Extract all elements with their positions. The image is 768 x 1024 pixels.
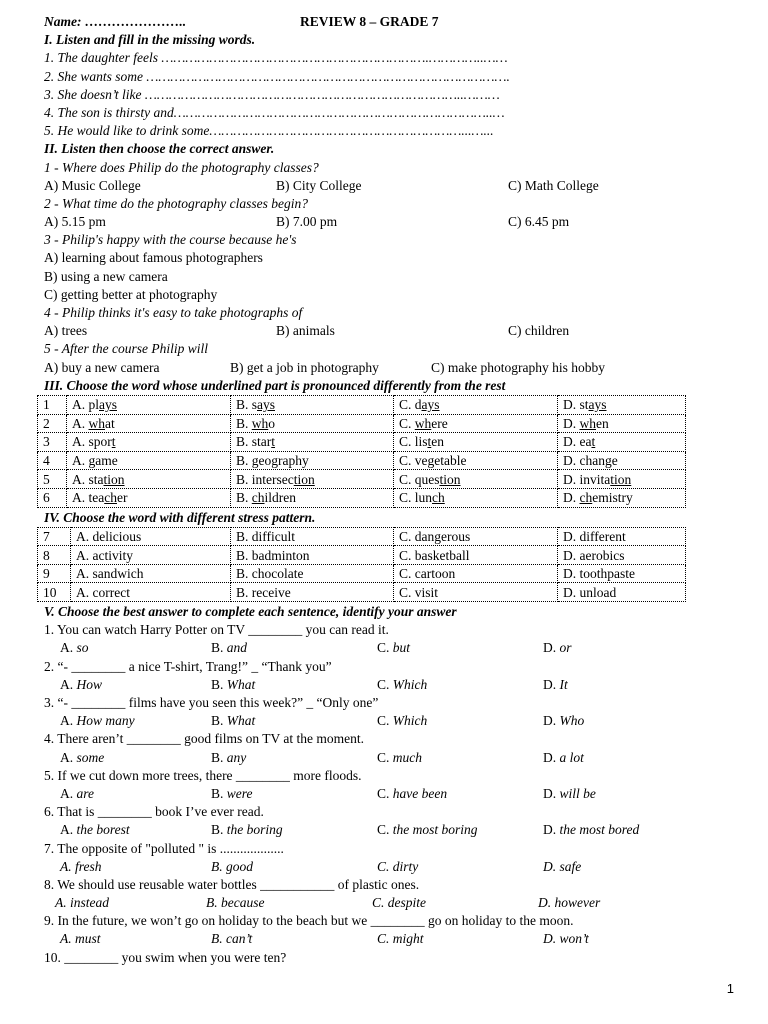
option-a xyxy=(44,785,211,803)
option-c xyxy=(377,821,543,839)
answer-row xyxy=(44,322,694,340)
row-number: 8 xyxy=(38,546,71,565)
stress-table xyxy=(37,527,686,602)
option-letter: B. can’t xyxy=(211,931,253,947)
option-letter: D. however xyxy=(538,895,601,911)
underlined-part: t xyxy=(591,434,596,450)
word-part: C. ques xyxy=(399,471,440,487)
option-c: C) children xyxy=(508,323,570,339)
option-letter: C. xyxy=(377,785,393,801)
option-d xyxy=(543,785,596,803)
question-text: 3 - Philip's happy with the course because he's xyxy=(44,232,297,248)
word-part: ildren xyxy=(264,490,297,506)
word-option: B. badminton xyxy=(231,546,394,565)
word-part: D. xyxy=(563,415,580,431)
row-number: 9 xyxy=(38,564,71,583)
question-text: 2 - What time do the photography classes begin? xyxy=(44,195,308,211)
answer-row xyxy=(44,213,694,231)
option-letter: D. xyxy=(543,822,560,838)
fill-in-item: 2. She wants some ………………………………………………………………………………. xyxy=(44,68,510,84)
fill-in-item: 5. He would like to drink some………………………………………………………...…... xyxy=(44,123,494,139)
word-part: emistry xyxy=(592,490,633,506)
worksheet xyxy=(44,13,694,967)
option-a: A) 5.15 pm xyxy=(44,214,106,230)
option-a xyxy=(44,858,211,876)
word-option xyxy=(394,433,558,452)
option-text: Which xyxy=(392,676,428,692)
word-option: B. chocolate xyxy=(231,564,394,583)
word-option xyxy=(558,488,686,507)
option-text: and xyxy=(226,640,248,656)
underlined-part: tion xyxy=(439,471,461,487)
word-part: C. d xyxy=(399,397,422,413)
word-option xyxy=(558,470,686,489)
option-letter: D. won’t xyxy=(543,931,589,947)
word-part: D. xyxy=(563,490,580,506)
option-d xyxy=(543,821,639,839)
section-4-heading: IV. Choose the word with different stress pattern. xyxy=(44,509,316,525)
question-text: 1. You can watch Harry Potter on TV ________ you can read it. xyxy=(44,622,389,638)
word-option xyxy=(394,395,558,414)
word-part: en xyxy=(596,415,609,431)
fill-in-item: 3. She doesn’t like ……………………………………………………………………..……… xyxy=(44,86,500,102)
answer-row xyxy=(44,676,694,694)
underlined-part: g xyxy=(251,453,259,469)
section-2-heading: II. Listen then choose the correct answer. xyxy=(44,141,275,157)
option-b xyxy=(211,712,377,730)
word-part: e xyxy=(611,453,618,469)
word-option: C. dangerous xyxy=(394,527,558,546)
option-text: much xyxy=(392,749,423,765)
table-row xyxy=(38,583,686,602)
word-option xyxy=(231,395,394,414)
word-option: A. sandwich xyxy=(71,564,231,583)
option-text: were xyxy=(226,785,253,801)
word-part: C. lun xyxy=(399,490,433,506)
answer-row xyxy=(44,858,694,876)
option-d xyxy=(543,858,581,876)
option-text: How xyxy=(76,676,103,692)
option-a xyxy=(44,712,211,730)
option-letter: C. dirty xyxy=(377,858,419,874)
underlined-part: t xyxy=(427,434,432,450)
option-text: the borest xyxy=(76,822,130,838)
word-option xyxy=(231,488,394,507)
option-text: will be xyxy=(559,785,596,801)
table-row xyxy=(38,488,686,507)
underlined-part: wh xyxy=(251,415,269,431)
word-part: A. spor xyxy=(72,434,112,450)
option-text: Who xyxy=(559,713,585,729)
option-letter: A. must xyxy=(60,931,101,947)
word-option xyxy=(558,414,686,433)
section-2-questions xyxy=(44,159,694,377)
option-c xyxy=(377,676,543,694)
table-row xyxy=(38,433,686,452)
word-part: B. xyxy=(236,415,252,431)
row-number: 5 xyxy=(38,470,67,489)
answer-row xyxy=(44,785,694,803)
word-part: A. xyxy=(72,415,89,431)
question-text: 3. “- ________ films have you seen this week?” _ “Only one” xyxy=(44,695,379,710)
option-a xyxy=(44,894,206,912)
option-b: B) 7.00 pm xyxy=(276,214,338,230)
option-d xyxy=(543,639,572,657)
word-part: eography xyxy=(258,453,309,469)
table-row xyxy=(38,546,686,565)
option-b xyxy=(211,821,377,839)
question-text: 6. That is ________ book I’ve ever read. xyxy=(44,804,264,820)
word-option xyxy=(67,488,231,507)
word-option: A. activity xyxy=(71,546,231,565)
option-c xyxy=(377,712,543,730)
table-row xyxy=(38,414,686,433)
word-part: B. xyxy=(236,453,252,469)
answer-row xyxy=(44,749,694,767)
option-text: or xyxy=(559,640,572,656)
option-letter: B. xyxy=(211,822,227,838)
option-d xyxy=(543,749,584,767)
option-text: some xyxy=(76,749,105,765)
option-c xyxy=(377,785,543,803)
row-number: 6 xyxy=(38,488,67,507)
option-text: How many xyxy=(76,713,135,729)
option-c xyxy=(377,749,543,767)
answer-row xyxy=(44,639,694,657)
option-text: so xyxy=(76,640,89,656)
question-text: 5 - After the course Philip will xyxy=(44,341,208,357)
word-option xyxy=(558,433,686,452)
word-part: ame xyxy=(95,453,118,469)
option-d xyxy=(543,676,568,694)
option-b: B) animals xyxy=(276,323,335,339)
option-letter: D. xyxy=(543,749,560,765)
option-text: any xyxy=(226,749,247,765)
option-letter: D. xyxy=(543,640,560,656)
row-number: 4 xyxy=(38,451,67,470)
underlined-part: wh xyxy=(88,415,105,431)
question-text: 4. There aren’t ________ good films on TV at the moment. xyxy=(44,731,364,747)
section-1-list xyxy=(44,49,694,140)
word-part: o xyxy=(268,415,276,431)
section-3-heading: III. Choose the word whose underlined part is pronounced differently from the rest xyxy=(44,377,506,393)
name-label: Name: ………………….. xyxy=(44,14,187,29)
table-row xyxy=(38,470,686,489)
option-letter: C. xyxy=(377,749,393,765)
word-part: D. ea xyxy=(563,434,592,450)
underlined-part: ch xyxy=(432,490,445,506)
table-row xyxy=(38,527,686,546)
word-part: A. pl xyxy=(72,397,99,413)
question-text: 10. ________ you swim when you were ten? xyxy=(44,949,287,965)
row-number: 2 xyxy=(38,414,67,433)
underlined-part: ays xyxy=(257,397,276,413)
question-text: 2. “- ________ a nice T-shirt, Trang!” _ “Thank you” xyxy=(44,658,332,674)
option-text: are xyxy=(76,785,94,801)
option-a: A) Music College xyxy=(44,177,141,193)
word-option: C. basketball xyxy=(394,546,558,565)
worksheet-title: REVIEW 8 – GRADE 7 xyxy=(300,14,439,29)
word-option xyxy=(231,470,394,489)
word-option xyxy=(394,488,558,507)
option-a xyxy=(44,821,211,839)
option-b xyxy=(211,785,377,803)
question-text: 1 - Where does Philip do the photography classes? xyxy=(44,159,319,175)
page-number: 1 xyxy=(726,981,734,996)
option-d xyxy=(543,712,584,730)
underlined-part: g xyxy=(427,453,435,469)
option-c xyxy=(377,639,543,657)
option-text: but xyxy=(392,640,411,656)
answer-row xyxy=(44,712,694,730)
section-5-heading: V. Choose the best answer to complete each sentence, identify your answer xyxy=(44,604,457,620)
underlined-part: ch xyxy=(104,490,117,506)
option-text: have been xyxy=(392,785,448,801)
underlined-part: tion xyxy=(610,471,632,487)
word-option: A. delicious xyxy=(71,527,231,546)
option-letter: A. xyxy=(60,713,77,729)
row-number: 3 xyxy=(38,433,67,452)
row-number: 1 xyxy=(38,395,67,414)
underlined-part: wh xyxy=(579,415,596,431)
word-part: er xyxy=(116,490,128,506)
question-text: 7. The opposite of "polluted " is ................... xyxy=(44,840,284,856)
word-option: C. visit xyxy=(394,583,558,602)
option-letter: B. xyxy=(211,785,227,801)
option-a xyxy=(44,639,211,657)
underlined-part: ays xyxy=(421,397,440,413)
word-part: A. xyxy=(72,453,89,469)
word-part: at xyxy=(105,415,115,431)
option-b: B) get a job in photography xyxy=(230,359,379,375)
question-text: 4 - Philip thinks it's easy to take photographs of xyxy=(44,305,303,320)
question-text: 5. If we cut down more trees, there ________ more floods. xyxy=(44,767,362,783)
option-letter: A. xyxy=(60,822,77,838)
underlined-part: wh xyxy=(414,415,432,431)
option-text: the boring xyxy=(226,822,283,838)
option-b: B) City College xyxy=(276,177,362,193)
underlined-part: t xyxy=(271,434,276,450)
option-b xyxy=(211,930,377,948)
option-c xyxy=(377,858,543,876)
word-option xyxy=(67,451,231,470)
word-part: C. xyxy=(399,415,415,431)
option-text: What xyxy=(226,713,256,729)
option-c: C) make photography his hobby xyxy=(431,359,605,375)
option-d xyxy=(543,930,589,948)
underlined-part: t xyxy=(111,434,116,450)
answer-row xyxy=(44,821,694,839)
word-option: B. receive xyxy=(231,583,394,602)
option-a: A) buy a new camera xyxy=(44,359,160,375)
pronunciation-table xyxy=(37,395,686,508)
word-part: en xyxy=(431,434,445,450)
word-part: ere xyxy=(431,415,448,431)
word-option xyxy=(231,451,394,470)
underlined-part: ays xyxy=(588,397,607,413)
option-c: C) getting better at photography xyxy=(44,286,218,302)
word-option: D. toothpaste xyxy=(558,564,686,583)
option-text: What xyxy=(226,676,256,692)
option-letter: B. xyxy=(211,640,227,656)
word-option xyxy=(231,414,394,433)
word-part: B. xyxy=(236,490,252,506)
answer-row xyxy=(44,177,694,195)
underlined-part: ays xyxy=(99,397,117,413)
option-letter: C. xyxy=(377,676,393,692)
underlined-part: ch xyxy=(579,490,593,506)
word-part: B. intersec xyxy=(236,471,294,487)
answer-row xyxy=(44,930,694,948)
option-text: a lot xyxy=(559,749,584,765)
underlined-part: g xyxy=(88,453,96,469)
question-text: 9. In the future, we won’t go on holiday to the beach but we ________ go on holiday to the moon. xyxy=(44,913,574,929)
option-letter: A. xyxy=(60,676,77,692)
option-letter: C. despite xyxy=(372,895,426,911)
word-option xyxy=(67,395,231,414)
word-option: B. difficult xyxy=(231,527,394,546)
answer-row xyxy=(44,894,694,912)
option-d xyxy=(538,894,600,912)
option-letter: A. xyxy=(60,749,77,765)
fill-in-item: 4. The son is thirsty and……………………………………………………………………..… xyxy=(44,104,505,120)
option-text: the most bored xyxy=(559,822,640,838)
option-letter: C. xyxy=(377,640,393,656)
table-row xyxy=(38,564,686,583)
option-b: B) using a new camera xyxy=(44,268,168,284)
option-text: Which xyxy=(392,713,428,729)
option-letter: A. instead xyxy=(55,895,109,911)
option-text: the most boring xyxy=(392,822,478,838)
underlined-part: ch xyxy=(251,490,265,506)
option-letter: D. xyxy=(543,785,560,801)
row-number: 7 xyxy=(38,527,71,546)
word-part: D. invita xyxy=(563,471,611,487)
option-letter: A. xyxy=(60,640,77,656)
underlined-part: tion xyxy=(293,471,315,487)
word-option xyxy=(394,470,558,489)
row-number: 10 xyxy=(38,583,71,602)
word-option: D. different xyxy=(558,527,686,546)
option-c: C) 6.45 pm xyxy=(508,214,570,230)
word-option xyxy=(394,414,558,433)
option-letter: D. xyxy=(543,676,560,692)
section-5-list xyxy=(44,621,694,967)
option-letter: D. safe xyxy=(543,858,582,874)
option-text: It xyxy=(559,676,568,692)
word-part: C. ve xyxy=(399,453,428,469)
word-option xyxy=(558,451,686,470)
option-letter: C. xyxy=(377,822,393,838)
question-text: 8. We should use reusable water bottles ___________ of plastic ones. xyxy=(44,876,420,892)
word-part: etable xyxy=(434,453,467,469)
option-b xyxy=(211,639,377,657)
option-letter: B. xyxy=(211,713,227,729)
word-part: C. lis xyxy=(399,434,428,450)
option-c xyxy=(372,894,538,912)
option-letter: A. fresh xyxy=(60,858,102,874)
option-letter: B. because xyxy=(206,895,265,911)
option-a: A) trees xyxy=(44,323,88,339)
word-part: D. chan xyxy=(563,453,605,469)
word-option: D. aerobics xyxy=(558,546,686,565)
word-option xyxy=(558,395,686,414)
word-option xyxy=(394,451,558,470)
option-b xyxy=(211,858,377,876)
table-row xyxy=(38,451,686,470)
word-part: A. tea xyxy=(72,490,105,506)
word-option: D. unload xyxy=(558,583,686,602)
option-letter: D. xyxy=(543,713,560,729)
option-b xyxy=(211,749,377,767)
underlined-part: tion xyxy=(103,471,125,487)
word-option xyxy=(67,414,231,433)
word-option: C. cartoon xyxy=(394,564,558,583)
option-letter: B. good xyxy=(211,858,253,874)
option-a: A) learning about famous photographers xyxy=(44,250,263,266)
option-letter: A. xyxy=(60,785,77,801)
word-part: D. st xyxy=(563,397,589,413)
option-b xyxy=(211,676,377,694)
word-option xyxy=(67,433,231,452)
word-part: B. s xyxy=(236,397,258,413)
option-a xyxy=(44,930,211,948)
word-option xyxy=(67,470,231,489)
option-letter: B. xyxy=(211,749,227,765)
option-c xyxy=(377,930,543,948)
option-a xyxy=(44,749,211,767)
answer-row xyxy=(44,359,694,377)
option-letter: B. xyxy=(211,676,227,692)
word-option: A. correct xyxy=(71,583,231,602)
word-option xyxy=(231,433,394,452)
option-c: C) Math College xyxy=(508,177,599,193)
table-row xyxy=(38,395,686,414)
header xyxy=(44,13,694,31)
option-b xyxy=(206,894,372,912)
word-part: A. sta xyxy=(72,471,104,487)
underlined-part: g xyxy=(604,453,612,469)
option-a xyxy=(44,676,211,694)
option-letter: C. xyxy=(377,713,393,729)
option-letter: C. might xyxy=(377,931,424,947)
fill-in-item: 1. The daughter feels ………………………………………………………….…………..…… xyxy=(44,50,508,66)
word-part: B. star xyxy=(236,434,272,450)
section-1-heading: I. Listen and fill in the missing words. xyxy=(44,32,256,48)
